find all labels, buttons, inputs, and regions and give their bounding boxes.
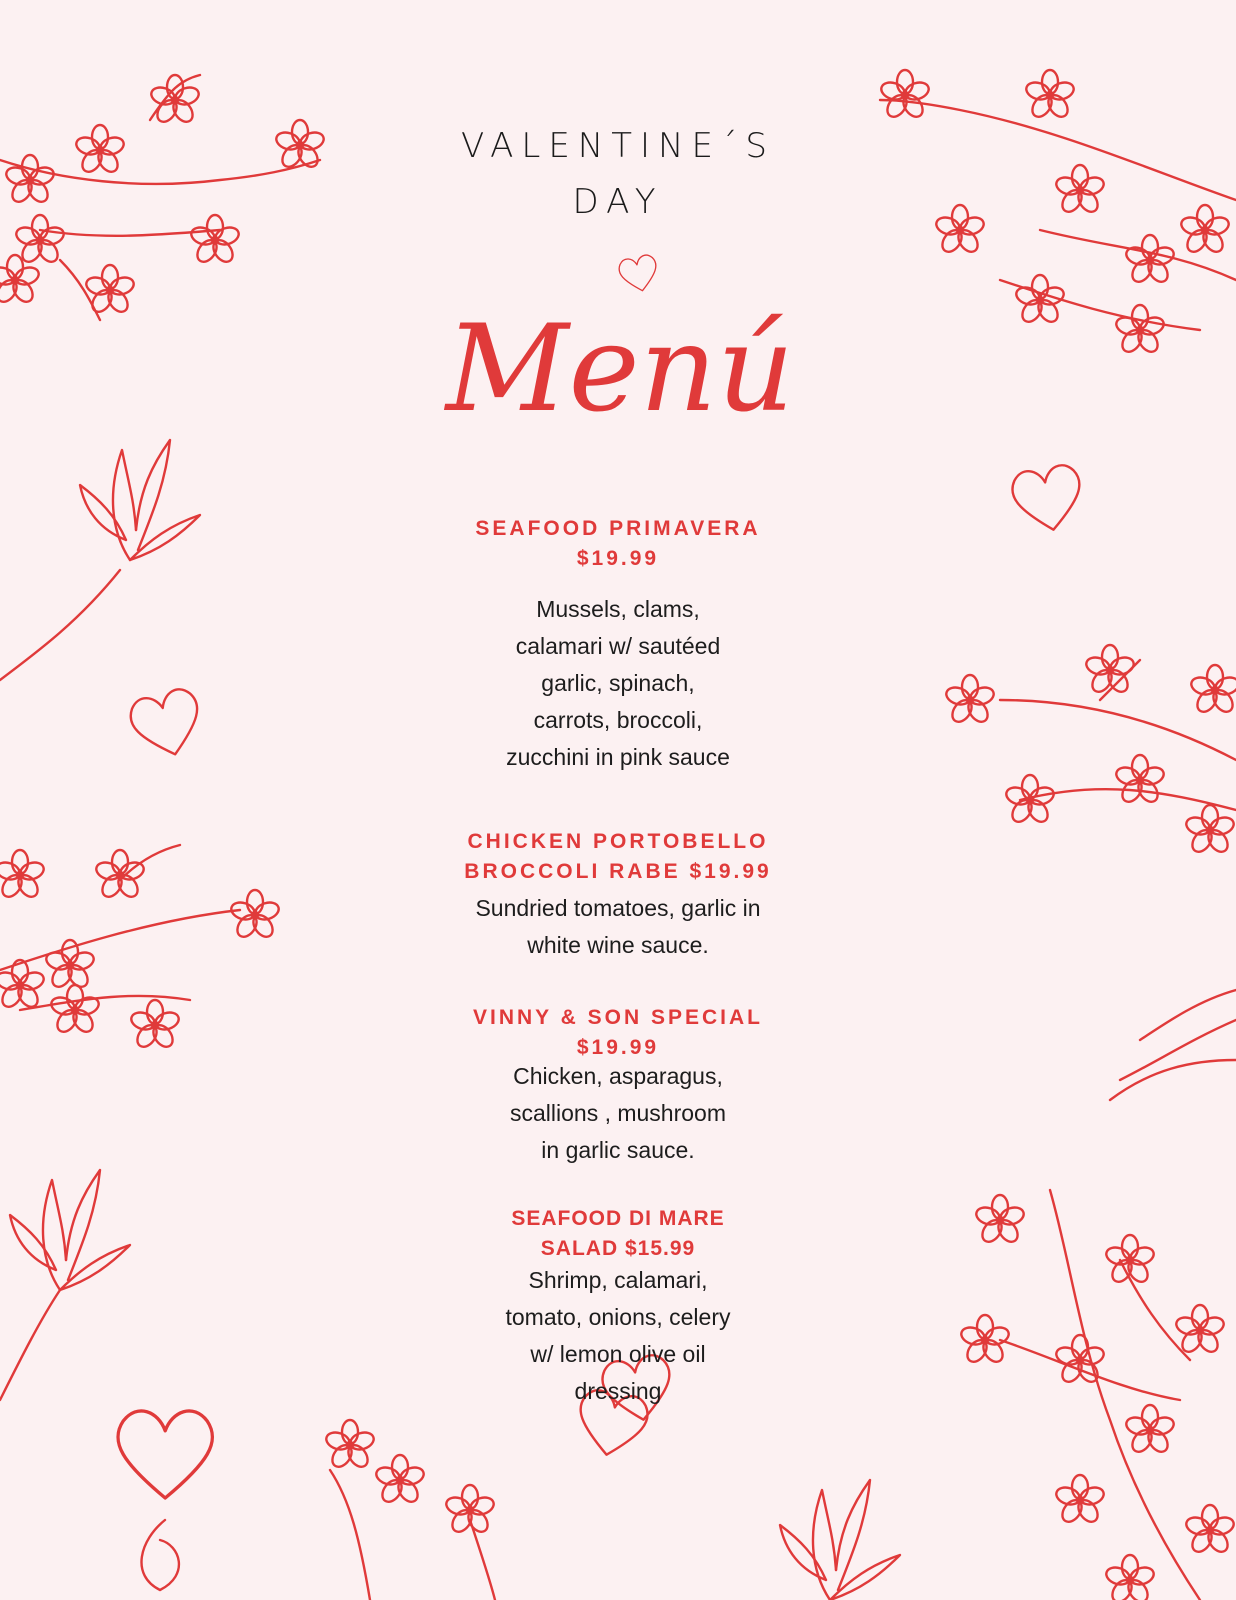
description-line: Sundried tomatoes, garlic in	[475, 895, 761, 921]
description-line: garlic, spinach,	[541, 670, 695, 696]
page-title-line-1: VALENTINE´S	[461, 126, 775, 166]
description-line: Chicken, asparagus,	[513, 1063, 723, 1089]
menu-item-2-name-line-2: BROCCOLI RABE $19.99	[464, 860, 772, 883]
menu-item-1-name-line-1: SEAFOOD PRIMAVERA	[475, 517, 761, 540]
tulip-icon	[0, 440, 200, 680]
menu-item-4-name	[418, 1204, 818, 1264]
description-line: carrots, broccoli,	[533, 707, 703, 733]
menu-item-3-name	[418, 1003, 818, 1063]
description-line: scallions , mushroom	[509, 1100, 727, 1126]
menu-item-1-description	[418, 591, 818, 776]
flower-branch-icon	[959, 1190, 1236, 1600]
menu-item-2-name-line-1: CHICKEN PORTOBELLO	[467, 830, 769, 853]
menu-item-3-description	[418, 1058, 818, 1169]
tulip-icon	[0, 1170, 130, 1400]
menu-item-1-price: $19.99	[576, 547, 660, 570]
flower-branch-icon	[944, 645, 1236, 855]
description-line: tomato, onions, celery	[505, 1304, 731, 1330]
heart-icon	[118, 1411, 212, 1590]
menu-item-1-name	[418, 514, 818, 574]
description-line: in garlic sauce.	[541, 1137, 695, 1163]
description-line: calamari w/ sautéed	[515, 633, 721, 659]
flower-branch-icon	[879, 70, 1236, 355]
description-line: Mussels, clams,	[536, 596, 700, 622]
tulip-icon	[780, 1480, 900, 1600]
menu-item-3-name-line-1: VINNY & SON SPECIAL	[473, 1006, 763, 1029]
menu-item-2-description	[418, 890, 818, 964]
heart-icon	[617, 253, 660, 294]
page-title-line-2: DAY	[572, 182, 664, 222]
menu-script-title: Menú	[445, 300, 795, 439]
tulip-icon	[1110, 990, 1236, 1100]
menu-item-4-description	[418, 1262, 818, 1410]
heart-icon	[1009, 463, 1086, 536]
heart-icon	[126, 686, 207, 764]
menu-item-2-name	[418, 827, 818, 887]
menu-item-4-name-line-1: SEAFOOD DI MARE	[511, 1207, 725, 1230]
description-line: white wine sauce.	[527, 932, 709, 958]
menu-item-4-name-line-2: SALAD $15.99	[540, 1237, 696, 1260]
flower-branch-icon	[0, 845, 281, 1050]
description-line: Shrimp, calamari,	[528, 1267, 708, 1293]
menu-item-3-price: $19.99	[576, 1036, 660, 1059]
description-line: w/ lemon olive oil	[530, 1341, 706, 1367]
flower-branch-icon	[324, 1420, 496, 1600]
flower-branch-icon	[0, 75, 326, 320]
description-line: dressing	[574, 1378, 662, 1404]
description-line: zucchini in pink sauce	[506, 744, 730, 770]
